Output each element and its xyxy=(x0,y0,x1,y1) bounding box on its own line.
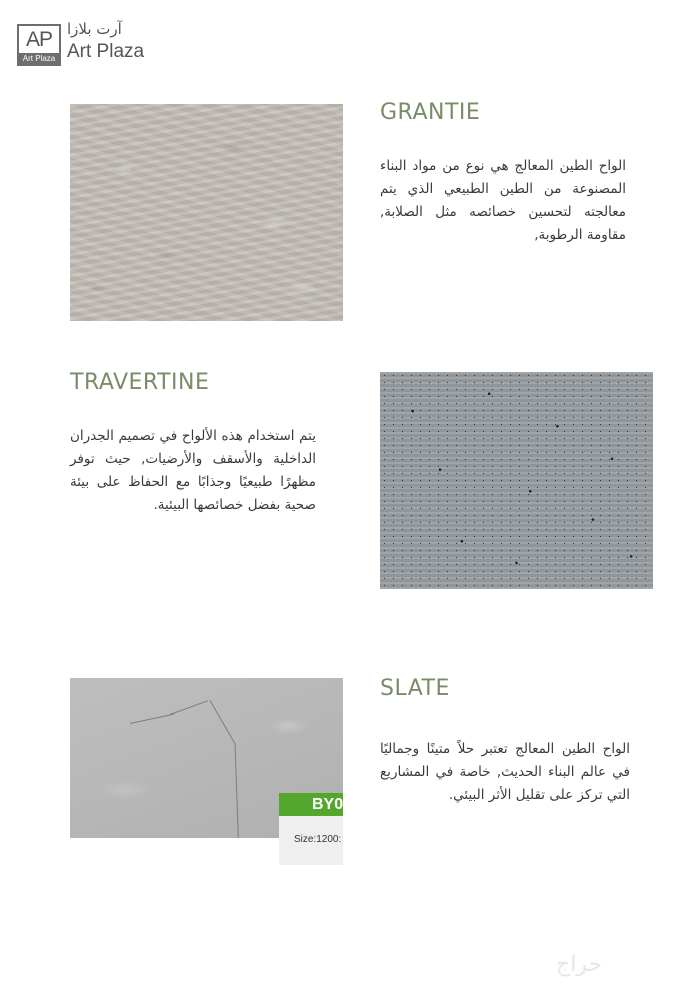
logo-mark-letters: AP xyxy=(25,28,52,51)
product-code-bar: BY0 xyxy=(279,793,343,816)
product-size-text: Size:1200: xyxy=(294,834,342,845)
section-description-travertine: يتم استخدام هذه الألواح في تصميم الجدران الداخلية والأسقف والأرضيات, حيث توفر مظهرًا طبيعيًا وجذابًا مع الحفاظ على بيئة صحية بفضل خصائصها البيئية. xyxy=(70,428,316,513)
section-title-granite: GRANTIE xyxy=(380,100,481,125)
slate-crack-line xyxy=(210,700,236,744)
section-title-slate: SLATE xyxy=(380,676,450,701)
product-label-overlay xyxy=(279,793,343,865)
slate-crack-line xyxy=(235,743,239,838)
section-title-travertine: TRAVERTINE xyxy=(70,370,210,395)
logo-wordmark xyxy=(67,20,145,62)
section-description-granite: الواح الطين المعالج هي نوع من مواد البناء المصنوعة من الطين الطبيعي الذي يتم معالجته لتحسين خصائصه مثل الصلابة, مقاومة الرطوبة, xyxy=(380,158,626,243)
brand-name-arabic: آرت بلازا xyxy=(67,20,122,38)
travertine-texture-image xyxy=(380,372,653,589)
section-description-slate: الواح الطين المعالج تعتبر حلاً متينًا وجماليًا في عالم البناء الحديث, خاصة في المشاريع التي تركز على تقليل الأثر البيئي. xyxy=(380,741,630,803)
brand-name-english: Art Plaza xyxy=(67,41,145,62)
slate-crack-line xyxy=(130,714,174,724)
brand-logo xyxy=(17,20,145,66)
slate-crack-line xyxy=(170,700,208,715)
watermark-logo: حراج xyxy=(556,952,603,977)
logo-band-text: Art Plaza xyxy=(19,53,59,64)
logo-mark xyxy=(17,24,61,66)
granite-texture-image xyxy=(70,104,343,321)
